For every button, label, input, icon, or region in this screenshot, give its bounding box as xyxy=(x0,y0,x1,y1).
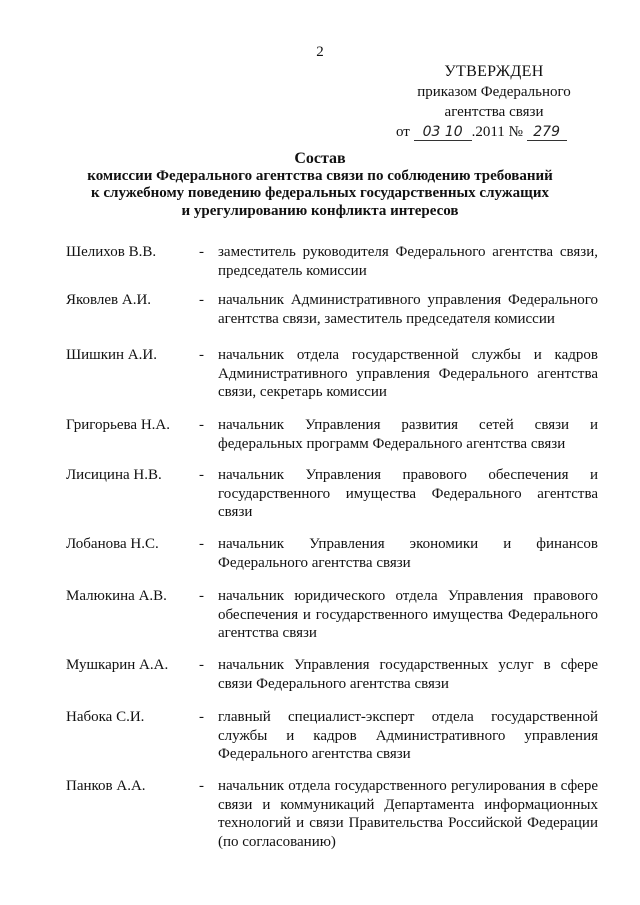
member-role: начальник отдела государственной службы и кадров Административного управления Федерального агентства связи, секретарь комиссии xyxy=(218,347,598,400)
member-name: Панков А.А. xyxy=(66,778,146,794)
date-prefix: от xyxy=(396,124,410,140)
dash-separator: - xyxy=(199,778,204,794)
approval-title: УТВЕРЖДЕН xyxy=(444,63,544,80)
member-role: начальник Управления экономики и финансов Федерального агентства связи xyxy=(218,536,598,571)
dash-separator: - xyxy=(199,657,204,673)
member-role: начальник Административного управления Федерального агентства связи, заместитель председателя комиссии xyxy=(218,292,598,327)
number-sign: № xyxy=(508,124,523,140)
member-name: Набока С.И. xyxy=(66,709,145,725)
member-name: Яковлев А.И. xyxy=(66,292,152,308)
member-role: главный специалист-эксперт отдела государственной службы и кадров Административного управления Федерального агентства связи xyxy=(218,709,598,762)
dash-separator: - xyxy=(199,417,204,433)
member-role: начальник юридического отдела Управления правового обеспечения и государственного имущества Федерального агентства связи xyxy=(218,588,598,641)
approval-date-line xyxy=(384,122,604,142)
dash-separator: - xyxy=(199,536,204,552)
member-role: начальник Управления правового обеспечения и государственного имущества Федерального агентства связи xyxy=(218,467,598,520)
dash-separator: - xyxy=(199,347,204,363)
heading-title: Состав xyxy=(294,150,346,167)
member-name: Мушкарин А.А. xyxy=(66,657,169,673)
member-name: Малюкина А.В. xyxy=(66,588,167,604)
dash-separator: - xyxy=(199,709,204,725)
heading-subtitle-line: комиссии Федерального агентства связи по соблюдению требований xyxy=(87,167,553,184)
page-number: 2 xyxy=(316,44,324,60)
member-name: Лисицина Н.В. xyxy=(66,467,162,483)
dash-separator: - xyxy=(199,292,204,308)
member-role: начальник отдела государственного регулирования в сфере связи и коммуникаций Департамента информационных технологий и связи Правительства Российской Федерации (по согласованию) xyxy=(218,778,598,850)
date-year: .2011 xyxy=(471,124,505,140)
approval-line-1: приказом Федерального xyxy=(417,84,571,100)
member-name: Лобанова Н.С. xyxy=(66,536,159,552)
member-role: начальник Управления развития сетей связи и федеральных программ Федерального агентства связи xyxy=(218,417,598,452)
heading-subtitle-line: и урегулированию конфликта интересов xyxy=(181,202,459,219)
member-name: Шишкин А.И. xyxy=(66,347,157,363)
dash-separator: - xyxy=(199,467,204,483)
document-heading xyxy=(40,150,600,220)
member-name: Григорьева Н.А. xyxy=(66,417,170,433)
dash-separator: - xyxy=(199,244,204,260)
dash-separator: - xyxy=(199,588,204,604)
order-number-handwritten: 279 xyxy=(527,124,567,141)
member-role: начальник Управления государственных услуг в сфере связи Федерального агентства связи xyxy=(218,657,598,692)
approval-stamp xyxy=(384,62,604,142)
member-role: заместитель руководителя Федерального агентства связи, председатель комиссии xyxy=(218,244,598,279)
approval-line-2: агентства связи xyxy=(444,104,544,120)
heading-subtitle-line: к служебному поведению федеральных государственных служащих xyxy=(91,185,549,201)
member-name: Шелихов В.В. xyxy=(66,244,157,260)
date-handwritten: 03 10 xyxy=(414,124,472,141)
